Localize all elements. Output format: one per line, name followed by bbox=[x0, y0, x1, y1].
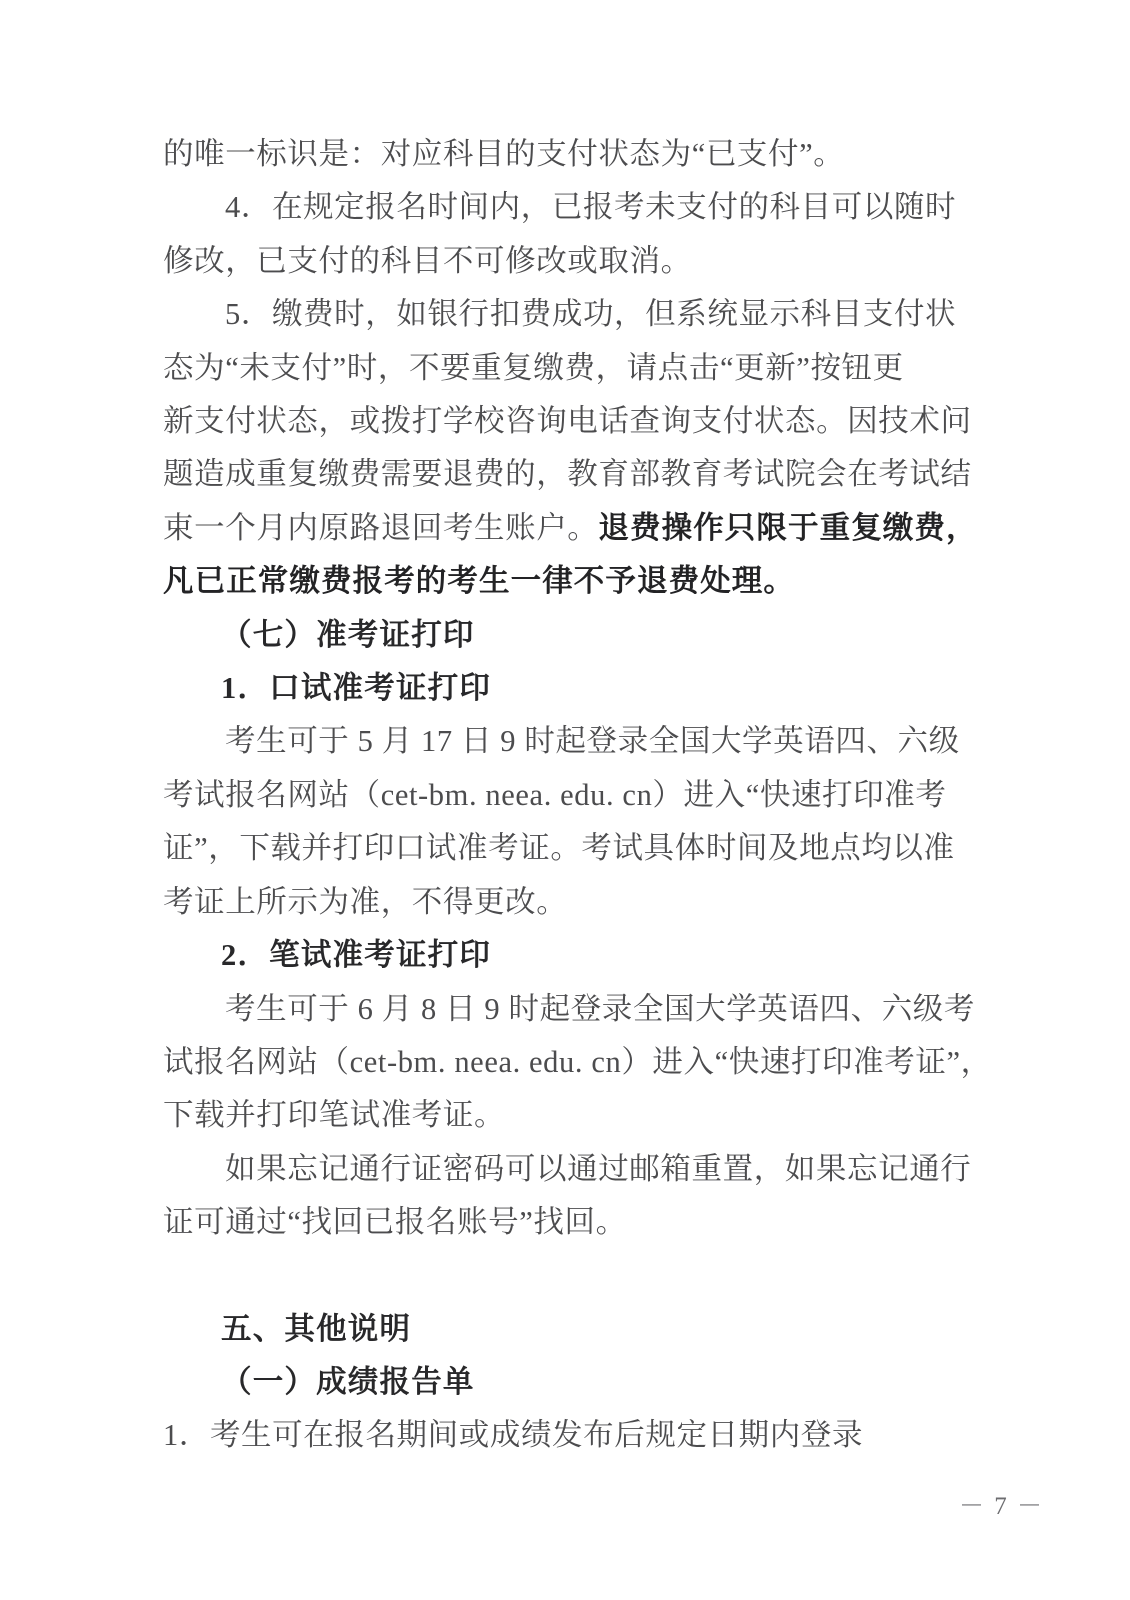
page-number: － 7 － bbox=[958, 1493, 1044, 1520]
written-ticket-line-2: 试报名网站（cet-bm. neea. edu. cn）进入“快速打印准考证”， bbox=[163, 1044, 992, 1079]
heading-written-admission-ticket: 2．笔试准考证打印 bbox=[221, 938, 492, 973]
oral-ticket-line-1: 考生可于 5 月 17 日 9 时起登录全国大学英语四、六级 bbox=[225, 724, 960, 759]
oral-ticket-line-3: 证”，下载并打印口试准考证。考试具体时间及地点均以准 bbox=[163, 831, 955, 866]
score-report-item-1-line-1: 1．考生可在报名期间或成绩发布后规定日期内登录 bbox=[163, 1418, 864, 1453]
written-ticket-line-3: 下载并打印笔试准考证。 bbox=[163, 1098, 506, 1133]
heading-subsection-one: （一）成绩报告单 bbox=[221, 1364, 475, 1399]
heading-section-five: 五、其他说明 bbox=[221, 1311, 412, 1346]
heading-oral-admission-ticket: 1．口试准考证打印 bbox=[221, 671, 492, 706]
oral-ticket-line-2: 考试报名网站（cet-bm. neea. edu. cn）进入“快速打印准考 bbox=[163, 777, 947, 812]
refund-sentence-normal: 束一个月内原路退回考生账户。 bbox=[163, 510, 599, 545]
list-item-4-line-2: 修改，已支付的科目不可修改或取消。 bbox=[163, 243, 692, 278]
refund-emphasis-part-2: 凡已正常缴费报考的考生一律不予退费处理。 bbox=[163, 564, 795, 599]
list-item-5-line-5 bbox=[163, 502, 978, 555]
oral-ticket-line-4: 考证上所示为准，不得更改。 bbox=[163, 884, 568, 919]
list-item-5-line-3: 新支付状态，或拨打学校咨询电话查询支付状态。因技术问 bbox=[163, 404, 972, 439]
list-item-4-line-1: 4．在规定报名时间内，已报考未支付的科目可以随时 bbox=[225, 190, 957, 225]
password-recovery-line-2: 证可通过“找回已报名账号”找回。 bbox=[163, 1205, 627, 1240]
heading-section-seven: （七）准考证打印 bbox=[221, 617, 475, 652]
paragraph-line: 的唯一标识是：对应科目的支付状态为“已支付”。 bbox=[163, 137, 845, 171]
list-item-5-line-1: 5．缴费时，如银行扣费成功，但系统显示科目支付状 bbox=[225, 297, 957, 332]
list-item-5-line-4: 题造成重复缴费需要退费的，教育部教育考试院会在考试结 bbox=[163, 457, 972, 492]
page-body-text bbox=[163, 128, 992, 1463]
refund-emphasis-part-1: 退费操作只限于重复缴费， bbox=[598, 510, 978, 545]
written-ticket-line-1: 考生可于 6 月 8 日 9 时起登录全国大学英语四、六级考 bbox=[225, 991, 975, 1026]
list-item-5-line-2: 态为“未支付”时，不要重复缴费，请点击“更新”按钮更 bbox=[163, 350, 904, 385]
password-recovery-line-1: 如果忘记通行证密码可以通过邮箱重置，如果忘记通行 bbox=[225, 1151, 972, 1186]
